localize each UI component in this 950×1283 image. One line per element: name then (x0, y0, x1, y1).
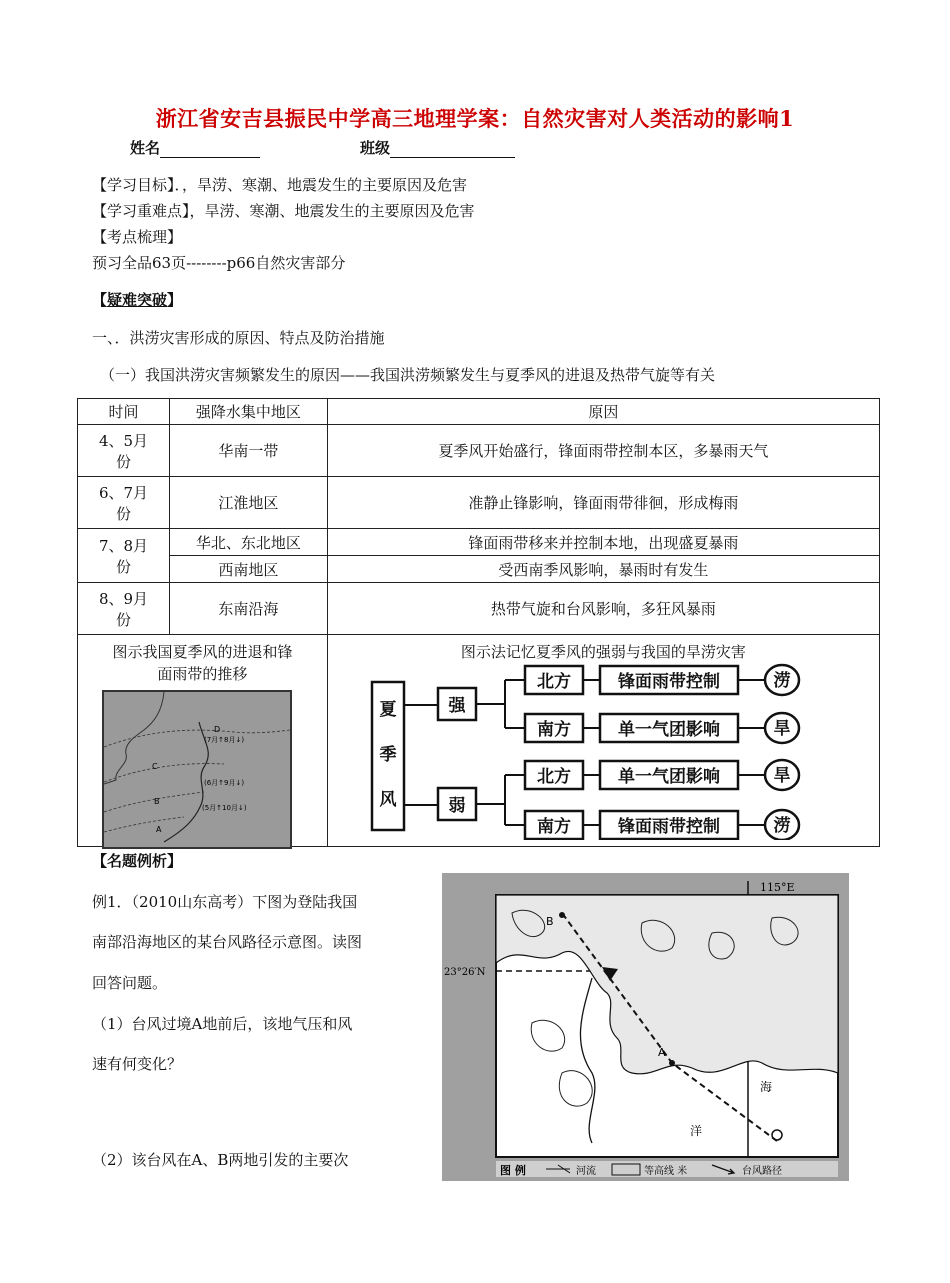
table-header: 时间 (78, 399, 170, 425)
label-b: B (154, 797, 160, 806)
name-label: 姓名 (130, 139, 161, 157)
branch-strong (476, 680, 525, 728)
example-heading: 【名题例析】 (92, 852, 183, 870)
drought-label-1: 旱 (773, 719, 791, 739)
monsoon-diagram (370, 660, 810, 840)
legend-river: 河流 (576, 1166, 596, 1177)
learning-key: 【学习重难点】，旱涝、寒潮、地震发生的主要原因及危害 (92, 202, 475, 220)
flood-label-1: 涝 (773, 671, 791, 691)
monsoon-diagram-svg (370, 660, 810, 840)
weak-label: 弱 (448, 796, 466, 816)
label-b-dates2: (5月↑10月↓) (202, 804, 247, 812)
front-label-1: 锋面雨带控制 (618, 672, 720, 692)
legend-title: 图 例 (500, 1164, 526, 1177)
drought-label-2: 旱 (773, 766, 791, 786)
name-field (130, 137, 260, 158)
question-intro-2: 南部沿海地区的某台风路径示意图。读图 (92, 933, 363, 951)
table-cell-region: 西南地区 (169, 556, 327, 583)
question-intro-3: 回答问题。 (92, 974, 168, 992)
table-row (78, 556, 880, 583)
label-d-dates: (7月↑8月↓) (204, 736, 245, 744)
root-char-3: 风 (379, 790, 397, 810)
strong-label: 强 (448, 696, 466, 716)
label-c: C (152, 762, 158, 771)
table-cell-time: 4、5月份 (78, 425, 170, 477)
longitude-label: 115°E (760, 881, 795, 894)
question-1-line-1: （1）台风过境A地前后，该地气压和风 (92, 1015, 353, 1033)
class-field (360, 137, 515, 158)
table-header-row (78, 399, 880, 425)
table-row (78, 583, 880, 635)
table-cell-reason: 热带气旋和台风影响，多狂风暴雨 (327, 583, 879, 635)
section-heading: 一、．洪涝灾害形成的原因、特点及防治措施 (92, 329, 385, 347)
monsoon-map-svg (104, 692, 290, 847)
breakthrough-text: 疑难突破 (107, 291, 168, 309)
south-label-2: 南方 (537, 817, 571, 837)
question-intro-1: 例1．（2010山东高考）下图为登陆我国 (92, 893, 358, 911)
single-label-2: 单一气团影响 (618, 767, 720, 787)
legend-track: 台风路径 (742, 1166, 782, 1177)
table-cell-reason: 准静止锋影响，锋面雨带徘徊，形成梅雨 (327, 477, 879, 529)
table-cell-region: 东南沿海 (169, 583, 327, 635)
latitude-label: 23°26′N (444, 967, 486, 978)
table-cell-region: 华南一带 (169, 425, 327, 477)
table-cell-reason: 夏季风开始盛行，锋面雨带控制本区，多暴雨天气 (327, 425, 879, 477)
legend-contour: 等高线 米 (644, 1166, 688, 1177)
south-label-1: 南方 (537, 720, 571, 740)
label-a: A (156, 825, 162, 834)
table-header: 原因 (327, 399, 879, 425)
monsoon-map (102, 690, 292, 849)
root-char-2: 季 (379, 745, 397, 765)
ocean-label: 洋 (690, 1124, 703, 1138)
review-heading: 【考点梳理】 (92, 228, 183, 246)
typhoon-map-svg (442, 873, 849, 1181)
table-row (78, 477, 880, 529)
table-cell-time: 8、9月份 (78, 583, 170, 635)
label-d: D (214, 725, 221, 734)
right-caption: 图示法记忆夏季风的强弱与我国的旱涝灾害 (460, 643, 746, 661)
table-row (78, 529, 880, 556)
name-blank (160, 141, 260, 158)
question-2: （2）该台风在A、B两地引发的主要次 (92, 1151, 349, 1169)
root-char-1: 夏 (379, 700, 397, 720)
sea-label: 海 (760, 1080, 773, 1094)
typhoon-map (442, 873, 849, 1181)
front-label-2: 锋面雨带控制 (618, 817, 720, 837)
subsection-heading: （一）我国洪涝灾害频繁发生的原因——我国洪涝频繁发生与夏季风的进退及热带气旋等有关 (100, 366, 716, 384)
class-label: 班级 (360, 139, 391, 157)
point-a-label: A (658, 1046, 666, 1059)
page-title: 浙江省安吉县振民中学高三地理学案：自然灾害对人类活动的影响1 (155, 106, 795, 131)
learning-goal: 【学习目标】．，旱涝、寒潮、地震发生的主要原因及危害 (92, 176, 468, 194)
table-cell-region: 江淮地区 (169, 477, 327, 529)
breakthrough-heading: 【疑难突破】 (92, 291, 183, 309)
table-header: 强降水集中地区 (169, 399, 327, 425)
class-blank (390, 141, 515, 158)
table-cell-reason: 受西南季风影响，暴雨时有发生 (327, 556, 879, 583)
label-b-dates1: (6月↑9月↓) (204, 779, 245, 787)
point-b-dot (559, 912, 565, 918)
coastline-east (164, 722, 208, 842)
single-label-1: 单一气团影响 (618, 720, 720, 740)
branch-weak (476, 775, 525, 825)
point-a-dot (669, 1060, 675, 1066)
rain-belt-d (104, 730, 290, 747)
question-1-line-2: 速有何变化？ (92, 1055, 183, 1073)
preview-line: 预习全品63页--------p66自然灾害部分 (92, 254, 346, 272)
left-caption: 图示我国夏季风的进退和锋面雨带的推移 (112, 643, 293, 683)
table-cell-region: 华北、东北地区 (169, 529, 327, 556)
north-label-2: 北方 (537, 767, 571, 787)
rain-belt-a (104, 817, 184, 832)
table-cell-reason: 锋面雨带移来并控制本地，出现盛夏暴雨 (327, 529, 879, 556)
table-row (78, 425, 880, 477)
north-label-1: 北方 (537, 672, 571, 692)
table-cell-time: 7、8月份 (78, 529, 170, 583)
table-cell-time: 6、7月份 (78, 477, 170, 529)
point-b-label: B (546, 915, 554, 928)
flood-label-2: 涝 (773, 816, 791, 836)
